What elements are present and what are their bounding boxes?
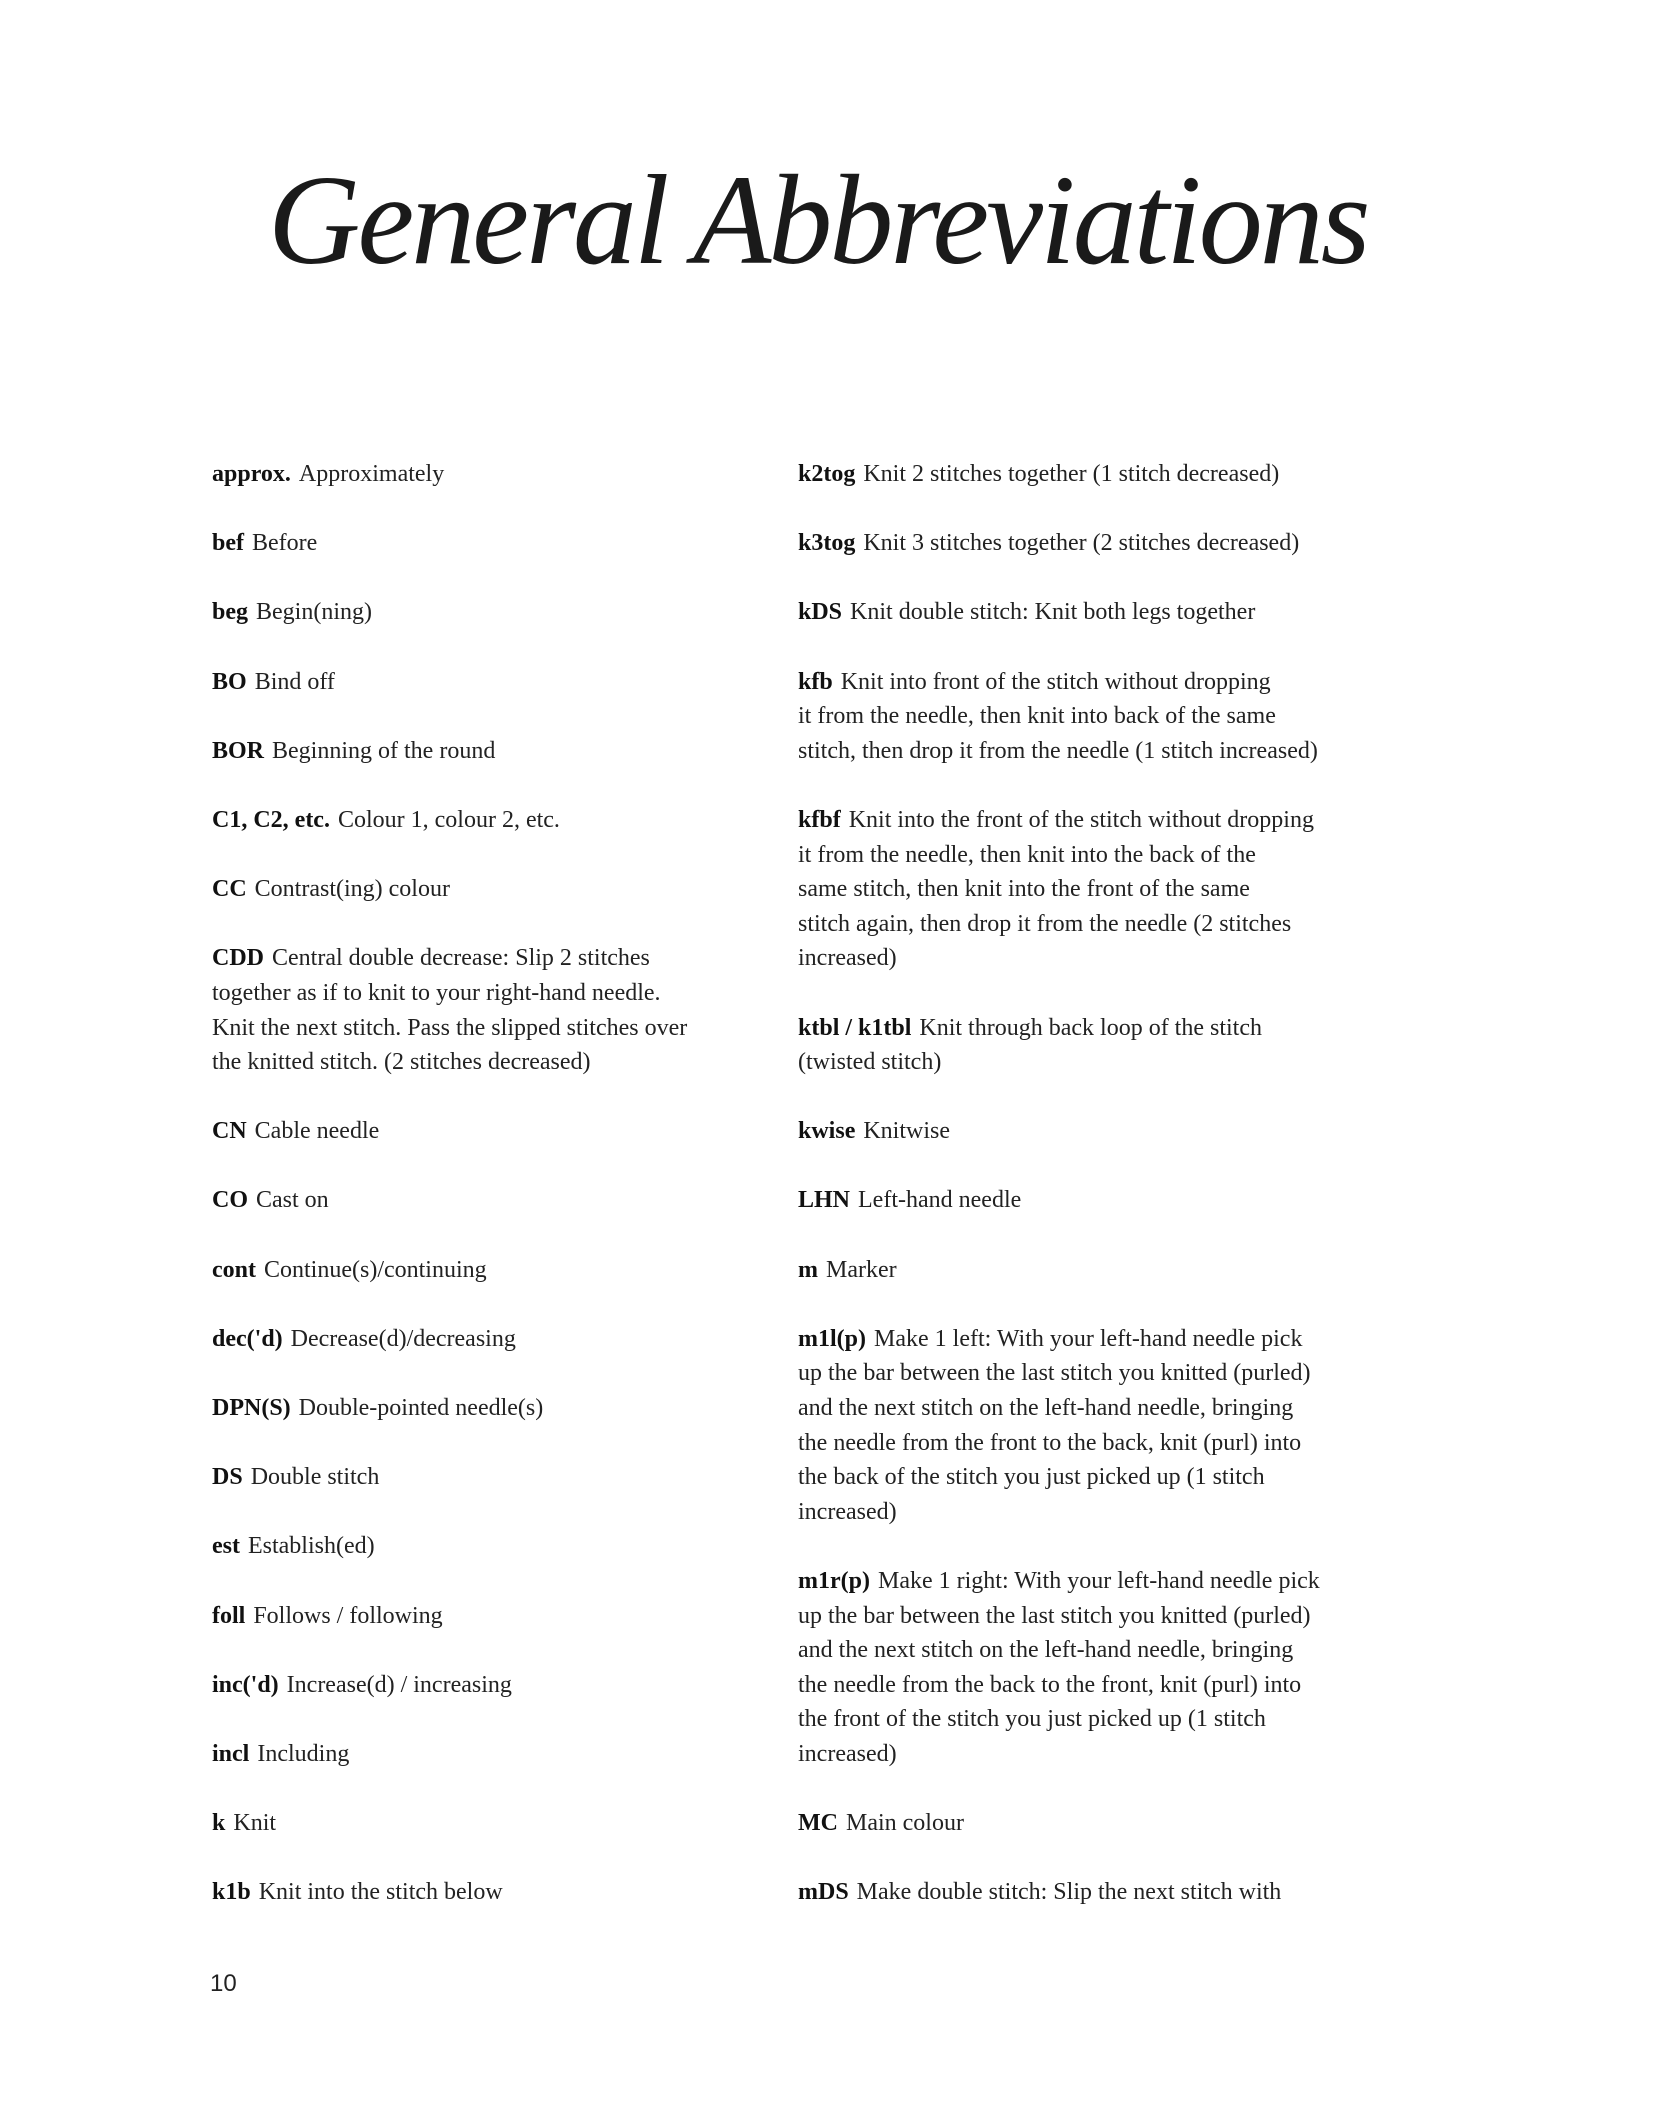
abbreviation-definition: Make double stitch: Slip the next stitch with bbox=[856, 1879, 1282, 1906]
abbreviation-entry bbox=[212, 872, 772, 907]
abbreviation-definition: Before bbox=[252, 530, 318, 557]
abbreviation-entry bbox=[212, 1183, 772, 1218]
abbreviation-definition: Follows / following bbox=[253, 1602, 443, 1629]
abbreviation-term: kfbf bbox=[798, 806, 841, 833]
abbreviation-entry bbox=[798, 1114, 1358, 1149]
abbreviation-definition: Make 1 left: With your left-hand needle pick up the bar between the last stitch you knitted (purled) and the next stitch on the left-hand needle, bringing the needle from the front to the back, knit (purl) into the back of the stitch you just picked up (1 stitch increased) bbox=[798, 1325, 1311, 1525]
abbreviation-entry bbox=[212, 1875, 772, 1910]
abbreviation-definition: Bind off bbox=[254, 668, 335, 695]
abbreviation-entry bbox=[212, 1668, 772, 1703]
abbreviation-entry bbox=[212, 1114, 772, 1149]
abbreviation-entry bbox=[212, 1322, 772, 1357]
abbreviation-entry bbox=[212, 1599, 772, 1634]
abbreviation-entry bbox=[212, 665, 772, 700]
abbreviation-definition: Knit into the front of the stitch without dropping it from the needle, then knit into the back of the same stitch, then knit into the front of the same stitch again, then drop it from the needle (2 stitches increased) bbox=[798, 806, 1314, 972]
abbreviation-definition: Knit 2 stitches together (1 stitch decreased) bbox=[863, 461, 1280, 487]
abbreviation-term: foll bbox=[212, 1602, 246, 1629]
page-number: 10 bbox=[210, 1970, 237, 1997]
abbreviation-term: approx. bbox=[212, 461, 291, 487]
abbreviation-entry bbox=[212, 941, 772, 1079]
abbreviation-term: dec('d) bbox=[212, 1325, 283, 1352]
abbreviation-entry bbox=[798, 457, 1358, 492]
abbreviation-definition: Increase(d) / increasing bbox=[286, 1671, 512, 1698]
abbreviation-term: kwise bbox=[798, 1118, 856, 1145]
abbreviation-term: kDS bbox=[798, 599, 843, 626]
abbreviation-definition: Continue(s)/continuing bbox=[264, 1256, 487, 1283]
abbreviation-term: ktbl / k1tbl bbox=[798, 1014, 912, 1041]
abbreviation-definition: Knit double stitch: Knit both legs together bbox=[850, 599, 1256, 626]
abbreviation-definition: Make 1 right: With your left-hand needle pick up the bar between the last stitch you knitted (purled) and the next stitch on the left-hand needle, bringing the needle from the back to the front, knit (purl) into the front of the stitch you just picked up (1 stitch increased) bbox=[798, 1568, 1320, 1767]
abbreviation-term: MC bbox=[798, 1810, 838, 1837]
abbreviation-term: k2tog bbox=[798, 461, 856, 487]
abbreviation-entry bbox=[212, 734, 772, 769]
abbreviation-definition: Left-hand needle bbox=[858, 1187, 1022, 1214]
abbreviation-term: inc('d) bbox=[212, 1671, 279, 1698]
abbreviation-term: k1b bbox=[212, 1879, 251, 1906]
abbreviation-term: bef bbox=[212, 530, 244, 557]
abbreviation-entry bbox=[798, 803, 1358, 976]
abbreviation-entry bbox=[798, 1253, 1358, 1288]
abbreviation-definition: Knit through back loop of the stitch (twisted stitch) bbox=[798, 1014, 1262, 1076]
abbreviation-definition: Begin(ning) bbox=[256, 599, 372, 626]
page-title: General Abbreviations bbox=[268, 149, 1368, 291]
abbreviation-term: k bbox=[212, 1810, 226, 1837]
abbreviation-entry bbox=[212, 595, 772, 630]
abbreviation-entry bbox=[212, 803, 772, 838]
abbreviation-term: LHN bbox=[798, 1187, 851, 1214]
abbreviation-entry bbox=[212, 1253, 772, 1288]
abbreviation-entry bbox=[798, 595, 1358, 630]
abbreviation-entry bbox=[798, 1011, 1358, 1080]
abbreviation-term: CC bbox=[212, 876, 247, 903]
abbreviation-entry bbox=[212, 457, 772, 492]
abbreviation-entry bbox=[798, 1564, 1358, 1772]
abbreviation-term: est bbox=[212, 1533, 240, 1560]
abbreviation-entry bbox=[212, 1460, 772, 1495]
abbreviation-entry bbox=[212, 1806, 772, 1841]
abbreviation-entry bbox=[212, 1391, 772, 1426]
abbreviation-entry bbox=[798, 1875, 1358, 1910]
abbreviation-term: m1r(p) bbox=[798, 1568, 870, 1594]
abbreviation-term: C1, C2, etc. bbox=[212, 806, 330, 833]
abbreviation-definition: Main colour bbox=[845, 1810, 964, 1837]
abbreviations-left-column bbox=[212, 457, 772, 1945]
abbreviation-definition: Double stitch bbox=[250, 1464, 380, 1491]
abbreviation-term: DS bbox=[212, 1464, 243, 1491]
abbreviation-entry bbox=[212, 1737, 772, 1772]
abbreviation-term: m1l(p) bbox=[798, 1325, 866, 1352]
abbreviation-definition: Central double decrease: Slip 2 stitches together as if to knit to your right-hand needle. Knit the next stitch. Pass the slipped stitches over the knitted stitch. (2 stitches decreased) bbox=[212, 945, 688, 1076]
abbreviation-term: kfb bbox=[798, 668, 833, 695]
abbreviations-right-column bbox=[798, 457, 1358, 1945]
abbreviation-definition: Decrease(d)/decreasing bbox=[290, 1325, 516, 1352]
abbreviation-definition: Marker bbox=[826, 1256, 897, 1283]
abbreviation-term: incl bbox=[212, 1740, 250, 1767]
abbreviation-definition: Knit into the stitch below bbox=[258, 1879, 503, 1906]
abbreviation-definition: Knit bbox=[233, 1810, 277, 1837]
abbreviation-definition: Colour 1, colour 2, etc. bbox=[337, 806, 560, 833]
abbreviation-term: BOR bbox=[212, 737, 265, 764]
abbreviation-term: m bbox=[798, 1256, 818, 1283]
abbreviation-definition: Including bbox=[257, 1740, 350, 1767]
abbreviation-definition: Knit into front of the stitch without dropping it from the needle, then knit into back of the same stitch, then drop it from the needle (1 stitch increased) bbox=[798, 668, 1318, 764]
abbreviation-definition: Cable needle bbox=[254, 1118, 380, 1145]
abbreviation-definition: Knit 3 stitches together (2 stitches decreased) bbox=[863, 530, 1300, 557]
abbreviation-entry bbox=[798, 665, 1358, 769]
abbreviation-definition: Double-pointed needle(s) bbox=[298, 1395, 544, 1422]
abbreviation-entry bbox=[798, 1806, 1358, 1841]
abbreviation-term: DPN(S) bbox=[212, 1395, 291, 1422]
abbreviation-term: cont bbox=[212, 1256, 256, 1283]
abbreviation-entry bbox=[798, 1183, 1358, 1218]
abbreviation-term: BO bbox=[212, 668, 247, 695]
abbreviation-definition: Beginning of the round bbox=[272, 737, 496, 764]
abbreviation-term: CN bbox=[212, 1118, 247, 1145]
abbreviation-definition: Contrast(ing) colour bbox=[254, 876, 450, 903]
abbreviation-entry bbox=[798, 526, 1358, 561]
abbreviation-definition: Establish(ed) bbox=[247, 1533, 375, 1560]
abbreviation-term: CO bbox=[212, 1187, 248, 1214]
abbreviation-term: mDS bbox=[798, 1879, 849, 1906]
abbreviation-term: k3tog bbox=[798, 530, 856, 557]
abbreviation-entry bbox=[212, 526, 772, 561]
abbreviation-entry bbox=[798, 1322, 1358, 1530]
abbreviation-term: CDD bbox=[212, 945, 264, 972]
abbreviation-entry bbox=[212, 1529, 772, 1564]
abbreviation-definition: Cast on bbox=[256, 1187, 329, 1214]
abbreviation-definition: Approximately bbox=[298, 461, 445, 487]
abbreviation-definition: Knitwise bbox=[863, 1118, 951, 1145]
abbreviation-term: beg bbox=[212, 599, 248, 626]
